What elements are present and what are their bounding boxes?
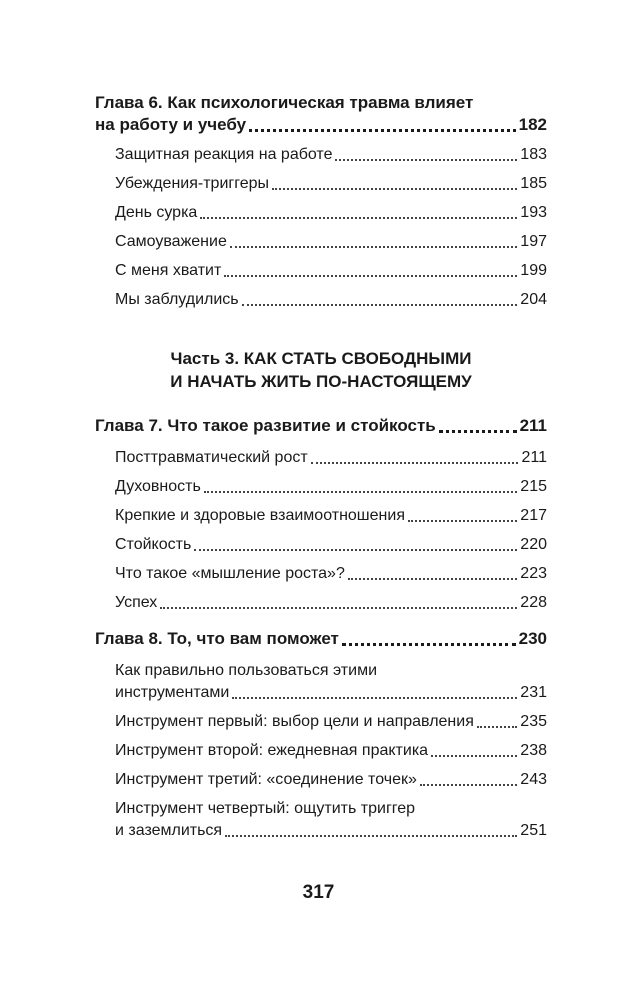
toc-item (115, 231, 547, 253)
toc-item (115, 769, 547, 791)
dot-leader (249, 128, 515, 132)
toc-item-label: Убеждения-триггеры (115, 175, 269, 192)
toc-item-page: 228 (520, 594, 547, 611)
toc-item (115, 534, 547, 556)
toc-item-label: инструментами (115, 684, 230, 701)
toc-item-page: 243 (520, 771, 547, 788)
toc-item-page: 185 (520, 175, 547, 192)
toc-item (115, 173, 547, 195)
toc-item-label: Успех (115, 594, 158, 611)
toc-item-label: Защитная реакция на работе (115, 146, 333, 163)
dot-leader (204, 490, 517, 493)
toc-item-label: Стойкость (115, 536, 192, 553)
toc-item-page: 215 (520, 478, 547, 495)
toc-item-label: Инструмент первый: выбор цели и направления (115, 713, 474, 730)
chapter-6-entry (95, 114, 547, 136)
toc-item-label: Инструмент третий: «соединение точек» (115, 771, 417, 788)
dot-leader (232, 696, 517, 699)
toc-item (115, 260, 547, 282)
page-number: 317 (302, 882, 335, 903)
toc-item (115, 476, 547, 498)
toc-item (115, 711, 547, 733)
toc-item-page: 231 (520, 684, 547, 701)
toc-item-label: С меня хватит (115, 262, 222, 279)
chapter-6-page: 182 (518, 115, 547, 134)
chapter-6-title-line1: Глава 6. Как психологическая травма влияет (95, 93, 474, 112)
toc-item-label: и заземлиться (115, 822, 223, 839)
toc-item-label: Мы заблудились (115, 291, 239, 308)
dot-leader (200, 216, 517, 219)
toc-item-page: 197 (520, 233, 547, 250)
chapter-8-title: Глава 8. То, что вам поможет (95, 629, 339, 648)
dot-leader (225, 834, 517, 837)
dot-leader (420, 783, 517, 786)
toc-item-page: 204 (520, 291, 547, 308)
chapter-7-page: 211 (519, 416, 547, 435)
dot-leader (311, 461, 519, 464)
toc-item-last-line (115, 682, 547, 704)
toc-item-page: 217 (520, 507, 547, 524)
part-3-heading (95, 347, 547, 393)
toc-item (115, 592, 547, 614)
dot-leader (242, 303, 518, 306)
toc-item-page: 193 (520, 204, 547, 221)
dot-leader (272, 187, 517, 190)
dot-leader (431, 754, 517, 757)
toc-item-label: Духовность (115, 478, 201, 495)
toc-item-label: Крепкие и здоровые взаимоотношения (115, 507, 405, 524)
toc-item-page: 211 (521, 449, 547, 466)
dot-leader (335, 158, 517, 161)
chapter-7-title: Глава 7. Что такое развитие и стойкость (95, 416, 436, 435)
toc-item (115, 798, 547, 842)
chapter-6-title-line2: на работу и учебу (95, 115, 247, 134)
toc-item-page: 238 (520, 742, 547, 759)
table-of-contents (95, 92, 547, 842)
dot-leader (477, 725, 517, 728)
toc-item-page: 220 (520, 536, 547, 553)
toc-item (115, 202, 547, 224)
toc-item-page: 235 (520, 713, 547, 730)
toc-item-label: Что такое «мышление роста»? (115, 565, 345, 582)
chapter-8-page: 230 (518, 629, 547, 648)
chapter-8-entry (95, 628, 547, 650)
dot-leader (230, 245, 517, 248)
toc-item-page: 223 (520, 565, 547, 582)
toc-item (115, 740, 547, 762)
toc-item-label: Посттравматический рост (115, 449, 308, 466)
toc-item (115, 144, 547, 166)
toc-item-page: 199 (520, 262, 547, 279)
part-3-title-line1: Часть 3. КАК СТАТЬ СВОБОДНЫМИ (170, 349, 472, 368)
dot-leader (348, 577, 517, 580)
toc-item (115, 660, 547, 704)
dot-leader (408, 519, 517, 522)
toc-item-page: 183 (520, 146, 547, 163)
toc-item-label-line1: Инструмент четвертый: ощутить триггер (115, 800, 416, 817)
toc-item (115, 505, 547, 527)
toc-item-label-line1: Как правильно пользоваться этими (115, 662, 378, 679)
part-3-title-line2: И НАЧАТЬ ЖИТЬ ПО-НАСТОЯЩЕМУ (170, 372, 472, 391)
toc-item (115, 447, 547, 469)
dot-leader (342, 642, 516, 646)
dot-leader (224, 274, 517, 277)
dot-leader (160, 606, 517, 609)
toc-item-last-line (115, 820, 547, 842)
chapter-7-entry (95, 415, 547, 437)
toc-item-label: Инструмент второй: ежедневная практика (115, 742, 429, 759)
chapter-6-heading (95, 92, 547, 136)
dot-leader (439, 429, 517, 433)
toc-item-page: 251 (520, 822, 547, 839)
toc-item (115, 289, 547, 311)
toc-item (115, 563, 547, 585)
toc-item-label: Самоуважение (115, 233, 227, 250)
toc-item-label: День сурка (115, 204, 198, 221)
dot-leader (194, 548, 517, 551)
